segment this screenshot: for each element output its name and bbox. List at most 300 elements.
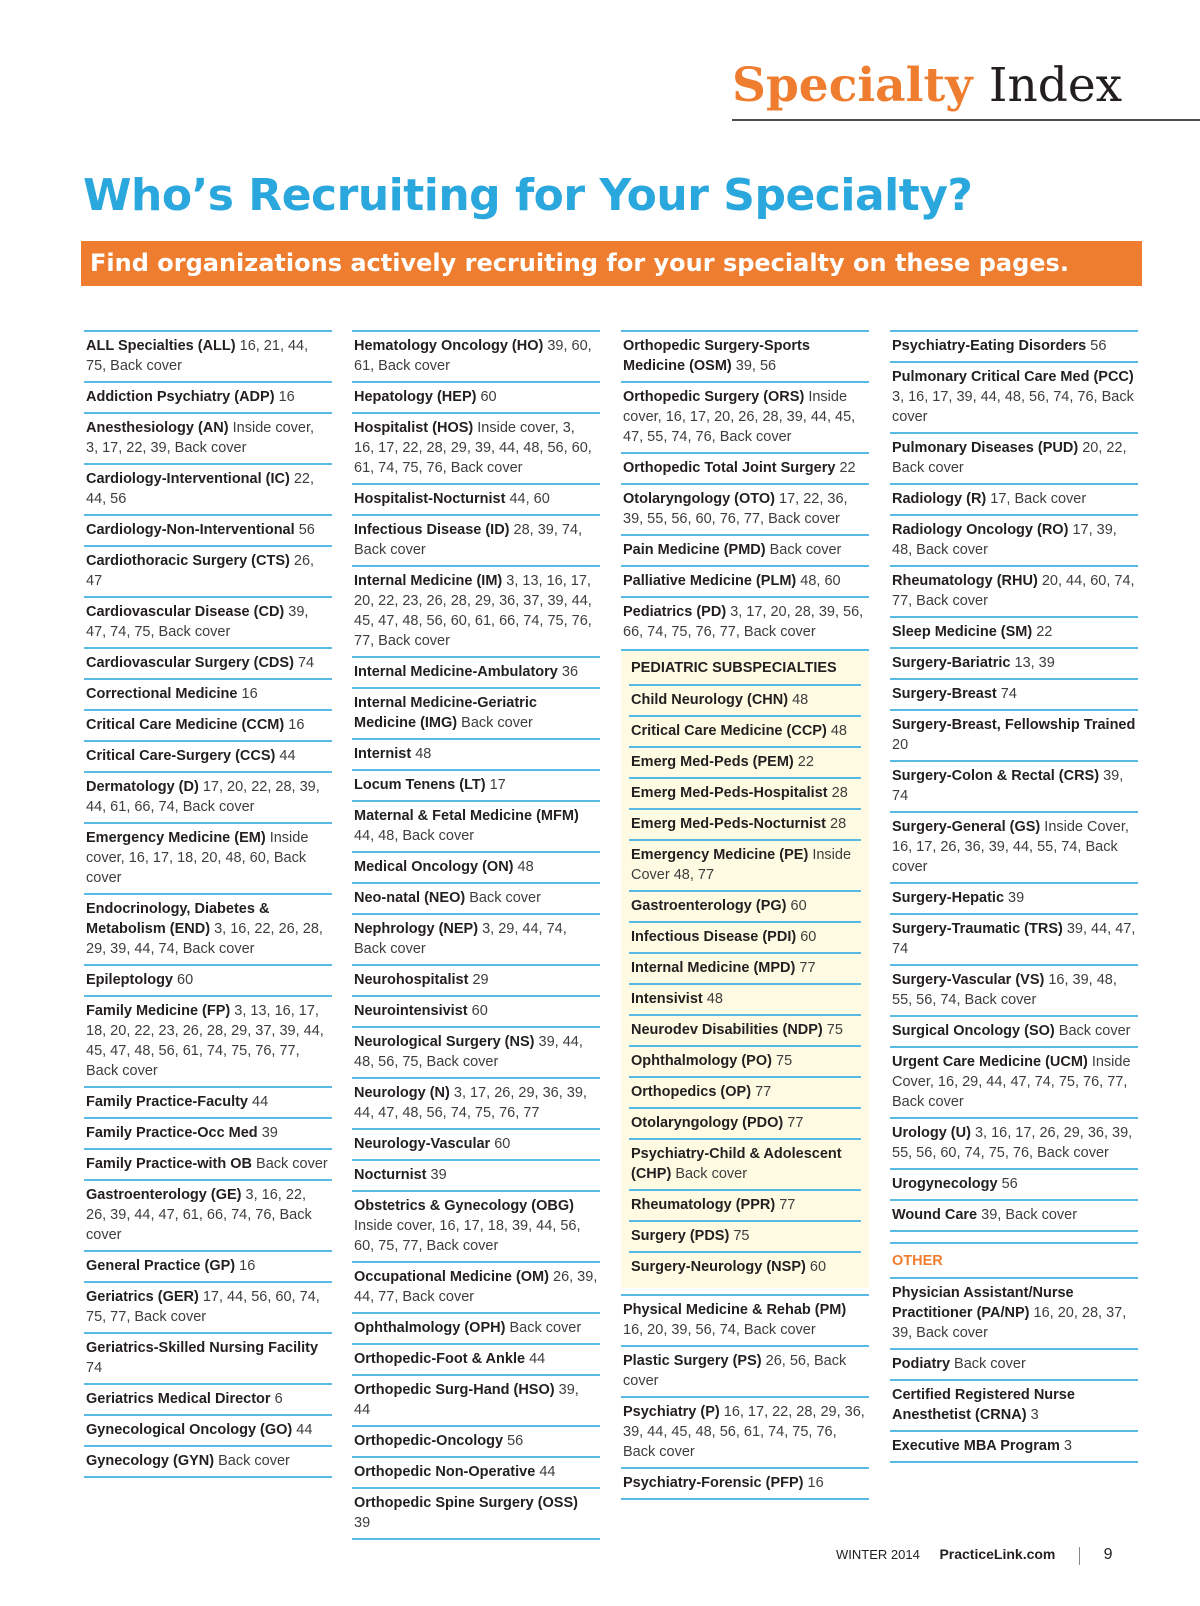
page-references: Back cover: [509, 1320, 582, 1336]
page-references: 16, 21, 44, 75, Back cover: [86, 338, 309, 374]
page-references: 16: [241, 686, 258, 702]
specialty-name: Neurological Surgery (NS): [354, 1034, 535, 1050]
page-references: 44: [529, 1351, 546, 1367]
site-link[interactable]: PracticeLink.com: [939, 1546, 1056, 1562]
page-references: 3, 16, 17, 26, 29, 36, 39, 55, 56, 60, 74, 75, 76, Back cover: [892, 1125, 1133, 1161]
index-entry: [890, 882, 1138, 913]
specialty-name: Geriatrics (GER): [86, 1289, 199, 1305]
page-references: Inside Cover, 16, 29, 44, 47, 74, 75, 76, 77, Back cover: [892, 1054, 1131, 1110]
index-entry: [890, 1046, 1138, 1117]
specialty-name: Otolaryngology (PDO): [631, 1115, 784, 1131]
section-title-rest: Index: [988, 58, 1123, 113]
page-references: 74: [1000, 686, 1017, 702]
specialty-name: Family Practice-Occ Med: [86, 1125, 258, 1141]
index-entry: [621, 330, 869, 381]
index-entry: [621, 596, 869, 647]
page-footer: [836, 1546, 1113, 1565]
specialty-name: Surgery-Hepatic: [892, 890, 1005, 906]
index-entry: [890, 811, 1138, 882]
index-entry: [352, 1190, 600, 1261]
pediatric-subspecialties-box: [621, 649, 869, 1288]
page-references: 39, 74: [892, 768, 1124, 804]
index-entry: [621, 1345, 869, 1396]
page-references: Back cover: [461, 715, 533, 731]
page-references: 48: [517, 859, 534, 875]
specialty-name: Surgery (PDS): [631, 1228, 730, 1244]
page-references: 60: [800, 929, 817, 945]
index-entry: [352, 1456, 600, 1487]
specialty-name: Epileptology: [86, 972, 173, 988]
specialty-name: Emerg Med-Peds (PEM): [631, 754, 794, 770]
page-references: Back cover: [1058, 1023, 1131, 1039]
index-entry: [629, 715, 861, 746]
specialty-name: Surgery-Vascular (VS): [892, 972, 1045, 988]
specialty-name: Neo-natal (NEO): [354, 890, 466, 906]
page-references: 39, 60, 61, Back cover: [354, 338, 592, 374]
index-entry: [84, 330, 332, 381]
other-heading: OTHER: [892, 1253, 943, 1269]
index-entry: [890, 330, 1138, 361]
specialty-name: Ophthalmology (OPH): [354, 1320, 506, 1336]
index-entry: [890, 361, 1138, 432]
page-references: 39: [1008, 890, 1025, 906]
index-entry: [629, 808, 861, 839]
page-references: 56: [1090, 338, 1107, 354]
index-entry: [84, 1250, 332, 1281]
page-references: 60: [471, 1003, 488, 1019]
index-entry: [629, 952, 861, 983]
index-entry: [352, 964, 600, 995]
page-references: 17, 39, 48, Back cover: [892, 522, 1117, 558]
specialty-name: Internist: [354, 746, 412, 762]
index-entry: [890, 709, 1138, 760]
index-column-4: [890, 330, 1138, 1463]
page-references: 48: [415, 746, 432, 762]
index-entry: [629, 1014, 861, 1045]
page-references: 22: [839, 460, 856, 476]
specialty-name: Internal Medicine (IM): [354, 573, 503, 589]
specialty-name: Psychiatry-Eating Disorders: [892, 338, 1087, 354]
page-references: 13, 39: [1014, 655, 1055, 671]
index-entry: [890, 1199, 1138, 1232]
specialty-name: Anesthesiology (AN): [86, 420, 229, 436]
page-references: 17: [489, 777, 506, 793]
specialty-name: Surgery-Colon & Rectal (CRS): [892, 768, 1100, 784]
specialty-name: Intensivist: [631, 991, 703, 1007]
specialty-name: Radiology Oncology (RO): [892, 522, 1069, 538]
page-references: 44: [279, 748, 296, 764]
index-entry: [84, 514, 332, 545]
index-entry: [629, 1251, 861, 1282]
issue-label: WINTER 2014: [836, 1547, 920, 1562]
index-entry: [352, 412, 600, 483]
index-entry: [621, 483, 869, 534]
specialty-name: Medical Oncology (ON): [354, 859, 514, 875]
index-entry: [352, 769, 600, 800]
page-references: 28: [830, 816, 847, 832]
specialty-name: Neurointensivist: [354, 1003, 468, 1019]
specialty-name: Psychiatry-Forensic (PFP): [623, 1475, 804, 1491]
index-entry: [890, 432, 1138, 483]
index-entry: [352, 687, 600, 738]
specialty-name: Psychiatry (P): [623, 1404, 720, 1420]
page-references: 22: [797, 754, 814, 770]
page-references: 44: [296, 1422, 313, 1438]
specialty-name: Orthopedic Spine Surgery (OSS): [354, 1495, 578, 1511]
index-entry: [352, 913, 600, 964]
specialty-name: Occupational Medicine (OM): [354, 1269, 549, 1285]
index-entry: [84, 596, 332, 647]
index-entry: [890, 1348, 1138, 1379]
index-entry: [629, 684, 861, 715]
index-entry: [352, 738, 600, 769]
specialty-name: Infectious Disease (PDI): [631, 929, 797, 945]
index-entry: [621, 452, 869, 483]
specialty-name: General Practice (GP): [86, 1258, 236, 1274]
page-references: 3, 29, 44, 74, Back cover: [354, 921, 567, 957]
page-references: 74: [297, 655, 315, 671]
page-references: 56: [1001, 1176, 1018, 1192]
index-entry: [352, 995, 600, 1026]
specialty-name: Family Medicine (FP): [86, 1003, 231, 1019]
specialty-name: Surgery-General (GS): [892, 819, 1041, 835]
index-entry: [352, 483, 600, 514]
index-entry: [890, 1277, 1138, 1348]
specialty-name: Infectious Disease (ID): [354, 522, 510, 538]
index-entry: [84, 1179, 332, 1250]
specialty-name: Internal Medicine (MPD): [631, 960, 796, 976]
other-section: [890, 1242, 1138, 1463]
page-references: 39, 44: [354, 1382, 579, 1418]
specialty-name: Critical Care Medicine (CCP): [631, 723, 827, 739]
index-entry: [352, 1261, 600, 1312]
page-references: Inside cover, 16, 17, 18, 20, 48, 60, Back cover: [86, 830, 309, 886]
specialty-name: Neurology (N): [354, 1085, 450, 1101]
index-entry: [890, 1015, 1138, 1046]
specialty-name: Plastic Surgery (PS): [623, 1353, 762, 1369]
index-entry: [352, 1159, 600, 1190]
index-entry: [84, 995, 332, 1086]
index-entry: [352, 565, 600, 656]
specialty-name: Pulmonary Diseases (PUD): [892, 440, 1079, 456]
index-entry: [890, 1168, 1138, 1199]
page-references: 16, 17, 22, 28, 29, 36, 39, 44, 45, 48, 56, 61, 74, 75, 76, Back cover: [623, 1404, 865, 1460]
index-entry: [84, 647, 332, 678]
page-references: 16, 20, 28, 37, 39, Back cover: [892, 1305, 1127, 1341]
specialty-name: Emerg Med-Peds-Nocturnist: [631, 816, 826, 832]
specialty-name: Otolaryngology (OTO): [623, 491, 775, 507]
specialty-name: Surgery-Traumatic (TRS): [892, 921, 1063, 937]
page-references: 39: [354, 1515, 371, 1531]
page-references: 3, 13, 16, 17, 20, 22, 23, 26, 28, 29, 36, 37, 39, 44, 45, 47, 48, 56, 60, 61, 66, 74, 75, 76, 77, Back cover: [354, 573, 592, 649]
specialty-name: Orthopedic Non-Operative: [354, 1464, 536, 1480]
index-column-1: [84, 330, 332, 1478]
page-references: 44: [252, 1094, 269, 1110]
specialty-name: Geriatrics Medical Director: [86, 1391, 271, 1407]
specialty-name: Orthopedic Total Joint Surgery: [623, 460, 836, 476]
specialty-name: Surgical Oncology (SO): [892, 1023, 1055, 1039]
page-references: 3, 17, 26, 29, 36, 39, 44, 47, 48, 56, 74, 75, 76, 77: [354, 1085, 587, 1121]
index-entry: [621, 534, 869, 565]
specialty-name: Critical Care-Surgery (CCS): [86, 748, 276, 764]
specialty-name: Nephrology (NEP): [354, 921, 479, 937]
index-entry: [621, 1467, 869, 1500]
page-references: 26, 39, 44, 77, Back cover: [354, 1269, 598, 1305]
page-references: 16, 39, 48, 55, 56, 74, Back cover: [892, 972, 1117, 1008]
index-entry: [890, 565, 1138, 616]
index-entry: [84, 545, 332, 596]
specialty-name: Cardiology-Non-Interventional: [86, 522, 295, 538]
index-entry: [352, 1077, 600, 1128]
index-entry: [629, 1076, 861, 1107]
index-column-2: [352, 330, 600, 1540]
specialty-name: Sleep Medicine (SM): [892, 624, 1033, 640]
page-references: 56: [298, 522, 315, 538]
specialty-name: Pain Medicine (PMD): [623, 542, 766, 558]
footer-divider: [1079, 1547, 1080, 1565]
page-references: Inside cover, 3, 17, 22, 39, Back cover: [86, 420, 315, 456]
subspecialties-heading: PEDIATRIC SUBSPECIALTIES: [631, 660, 837, 676]
specialty-name: Critical Care Medicine (CCM): [86, 717, 285, 733]
specialty-name: Orthopedic Surg-Hand (HSO): [354, 1382, 555, 1398]
index-entry: [84, 678, 332, 709]
specialty-name: Gastroenterology (GE): [86, 1187, 242, 1203]
page-references: 16: [807, 1475, 824, 1491]
specialty-name: Orthopedic-Oncology: [354, 1433, 504, 1449]
page-references: 77: [779, 1197, 796, 1213]
index-entry: [629, 1045, 861, 1076]
index-entry: [84, 381, 332, 412]
page-references: 60: [790, 898, 807, 914]
index-entry: [890, 1430, 1138, 1463]
page-references: 3, 16, 22, 26, 39, 44, 47, 61, 66, 74, 76, Back cover: [86, 1187, 312, 1243]
specialty-name: Pulmonary Critical Care Med (PCC): [892, 369, 1134, 385]
specialty-name: Endocrinology, Diabetes & Metabolism (END): [86, 901, 270, 937]
index-entry: [84, 412, 332, 463]
index-entry: [84, 709, 332, 740]
page-references: Inside cover, 16, 17, 18, 39, 44, 56, 60, 75, 77, Back cover: [354, 1218, 581, 1254]
specialty-name: Urogynecology: [892, 1176, 998, 1192]
index-entry: [84, 822, 332, 893]
specialty-name: Certified Registered Nurse Anesthetist (CRNA): [892, 1387, 1075, 1423]
specialty-name: Physician Assistant/Nurse Practitioner (PA/NP): [892, 1285, 1074, 1321]
page-references: Back cover: [675, 1166, 748, 1182]
page-references: 28, 39, 74, Back cover: [354, 522, 583, 558]
page-references: 48, 60: [800, 573, 841, 589]
specialty-name: Family Practice-with OB: [86, 1156, 252, 1172]
index-entry: [629, 1107, 861, 1138]
index-entry: [890, 483, 1138, 514]
specialty-name: Family Practice-Faculty: [86, 1094, 248, 1110]
page-references: 60: [177, 972, 194, 988]
specialty-name: Obstetrics & Gynecology (OBG): [354, 1198, 574, 1214]
index-entry: [629, 890, 861, 921]
specialty-name: Surgery-Breast: [892, 686, 997, 702]
index-entry: [890, 678, 1138, 709]
specialty-name: Urgent Care Medicine (UCM): [892, 1054, 1088, 1070]
page-references: 20, 22, Back cover: [892, 440, 1127, 476]
index-entry: [352, 1312, 600, 1343]
index-column-3: [621, 330, 869, 1500]
specialty-name: Gynecological Oncology (GO): [86, 1422, 293, 1438]
specialty-name: Physical Medicine & Rehab (PM): [623, 1302, 847, 1318]
page-references: 26, 47: [86, 553, 315, 589]
index-entry: [890, 964, 1138, 1015]
page-references: 44: [539, 1464, 556, 1480]
page-references: 39: [261, 1125, 278, 1141]
index-entry: [621, 381, 869, 452]
page-references: 44, 60: [509, 491, 550, 507]
page-references: 39, Back cover: [981, 1207, 1078, 1223]
index-entry: [629, 1220, 861, 1251]
specialty-name: Internal Medicine-Ambulatory: [354, 664, 558, 680]
page-references: 39, 44, 48, 56, 75, Back cover: [354, 1034, 583, 1070]
index-entry: [84, 1332, 332, 1383]
index-entry: [890, 514, 1138, 565]
page-references: 16: [288, 717, 305, 733]
specialty-name: Emergency Medicine (PE): [631, 847, 809, 863]
specialty-name: Rheumatology (PPR): [631, 1197, 776, 1213]
page-references: 56: [507, 1433, 524, 1449]
index-entry: [890, 1117, 1138, 1168]
index-entry: [890, 913, 1138, 964]
index-entry: [352, 800, 600, 851]
specialty-name: Hepatology (HEP): [354, 389, 477, 405]
specialty-name: Nocturnist: [354, 1167, 427, 1183]
specialty-name: Neurodev Disabilities (NDP): [631, 1022, 823, 1038]
page-references: 16: [239, 1258, 256, 1274]
index-entry: [621, 1294, 869, 1345]
page-references: Back cover: [218, 1453, 290, 1469]
page-references: 16: [278, 389, 295, 405]
page-references: 75: [826, 1022, 843, 1038]
page-references: Back cover: [954, 1356, 1026, 1372]
index-entry: [352, 1487, 600, 1540]
specialty-name: Gynecology (GYN): [86, 1453, 215, 1469]
page-references: 77: [755, 1084, 772, 1100]
specialty-name: Cardiology-Interventional (IC): [86, 471, 290, 487]
page-references: 3: [1063, 1438, 1072, 1454]
page-references: 17, 44, 56, 60, 74, 75, 77, Back cover: [86, 1289, 320, 1325]
page-references: 28: [831, 785, 848, 801]
index-entry: [352, 882, 600, 913]
specialty-name: Hospitalist-Nocturnist: [354, 491, 506, 507]
page-references: 20, 44, 60, 74, 77, Back cover: [892, 573, 1135, 609]
specialty-name: Orthopedic Surgery-Sports Medicine (OSM): [623, 338, 810, 374]
specialty-name: Pediatrics (PD): [623, 604, 727, 620]
page-references: 48: [706, 991, 723, 1007]
specialty-name: Cardiovascular Surgery (CDS): [86, 655, 294, 671]
page-references: 74: [86, 1360, 103, 1376]
specialty-name: Gastroenterology (PG): [631, 898, 787, 914]
index-entry: [352, 1128, 600, 1159]
specialty-name: Neurology-Vascular: [354, 1136, 491, 1152]
page-references: Back cover: [256, 1156, 328, 1172]
page-references: 75: [733, 1228, 750, 1244]
page-references: 39, 56: [735, 358, 777, 374]
index-entry: [629, 1189, 861, 1220]
index-entry: [890, 760, 1138, 811]
page-references: 48: [792, 692, 809, 708]
page-number: 9: [1103, 1546, 1113, 1563]
page-references: 17, Back cover: [990, 491, 1087, 507]
index-entry: [352, 381, 600, 412]
page-references: 44, 48, Back cover: [354, 828, 475, 844]
index-entry: [629, 921, 861, 952]
page-references: 3: [1030, 1407, 1039, 1423]
specialty-name: Psychiatry-Child & Adolescent (CHP): [631, 1146, 842, 1182]
specialty-name: Podiatry: [892, 1356, 951, 1372]
page-references: 16, 20, 39, 56, 74, Back cover: [623, 1322, 816, 1338]
index-entry: [890, 616, 1138, 647]
specialty-name: Executive MBA Program: [892, 1438, 1060, 1454]
page-references: 3, 16, 17, 39, 44, 48, 56, 74, 76, Back cover: [892, 389, 1134, 425]
index-entry: [352, 1425, 600, 1456]
index-entry: [84, 1414, 332, 1445]
index-entry: [352, 514, 600, 565]
index-entry: [84, 964, 332, 995]
index-entry: [352, 851, 600, 882]
page-references: Inside Cover 48, 77: [631, 847, 852, 883]
specialty-name: Neurohospitalist: [354, 972, 469, 988]
specialty-name: Orthopedic-Foot & Ankle: [354, 1351, 526, 1367]
index-entry: [84, 1148, 332, 1179]
page-references: Back cover: [469, 890, 541, 906]
index-entry: [890, 647, 1138, 678]
index-entry: [621, 565, 869, 596]
page-references: 60: [494, 1136, 511, 1152]
index-entry: [84, 463, 332, 514]
index-entry: [629, 746, 861, 777]
page-references: 22, 44, 56: [86, 471, 315, 507]
specialty-name: Palliative Medicine (PLM): [623, 573, 797, 589]
specialty-name: Dermatology (D): [86, 779, 199, 795]
index-entry: [629, 1138, 861, 1189]
specialty-name: Rheumatology (RHU): [892, 573, 1038, 589]
specialty-name: Cardiothoracic Surgery (CTS): [86, 553, 290, 569]
page-references: 39: [430, 1167, 447, 1183]
specialty-name: Addiction Psychiatry (ADP): [86, 389, 275, 405]
index-entry: [84, 1086, 332, 1117]
index-entry: [84, 771, 332, 822]
index-entry: [352, 1374, 600, 1425]
page-references: 29: [472, 972, 489, 988]
specialty-name: Internal Medicine-Geriatric Medicine (IMG): [354, 695, 537, 731]
section-title-accent: Specialty: [732, 58, 973, 113]
page-references: 3, 17, 20, 28, 39, 56, 66, 74, 75, 76, 77, Back cover: [623, 604, 864, 640]
page-references: 17, 20, 22, 28, 39, 44, 61, 66, 74, Back cover: [86, 779, 320, 815]
index-entry: [84, 1117, 332, 1148]
page-references: 39, 44, 47, 74: [892, 921, 1136, 957]
page-references: 20: [892, 737, 909, 753]
page-headline: Who’s Recruiting for Your Specialty?: [83, 170, 973, 221]
specialty-name: Hospitalist (HOS): [354, 420, 474, 436]
index-entry: [84, 740, 332, 771]
page-references: Inside Cover, 16, 17, 26, 36, 39, 44, 55, 74, Back cover: [892, 819, 1129, 875]
page-references: 77: [787, 1115, 804, 1131]
index-entry: [890, 1379, 1138, 1430]
specialty-name: Maternal & Fetal Medicine (MFM): [354, 808, 579, 824]
index-entry: [84, 1281, 332, 1332]
specialty-name: Surgery-Bariatric: [892, 655, 1011, 671]
page-references: 48: [830, 723, 847, 739]
page-references: 3, 13, 16, 17, 18, 20, 22, 23, 26, 28, 29, 37, 39, 44, 45, 47, 48, 56, 61, 74, 75, 76, 77, Back cover: [86, 1003, 324, 1079]
specialty-name: Emerg Med-Peds-Hospitalist: [631, 785, 828, 801]
specialty-name: Urology (U): [892, 1125, 971, 1141]
page-references: 39, 47, 74, 75, Back cover: [86, 604, 309, 640]
index-entry: [629, 839, 861, 890]
specialty-name: Geriatrics-Skilled Nursing Facility: [86, 1340, 319, 1356]
